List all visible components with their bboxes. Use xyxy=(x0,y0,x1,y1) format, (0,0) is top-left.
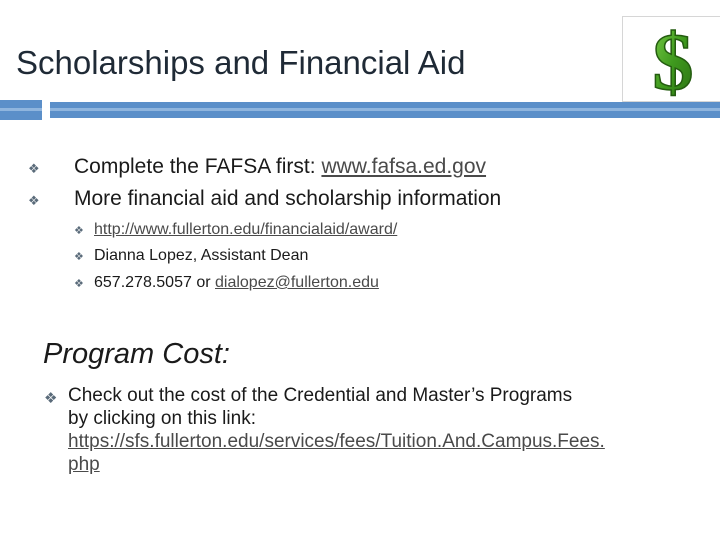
tuition-fees-link-continued[interactable]: php xyxy=(68,454,100,475)
svg-text:$: $ xyxy=(652,17,694,101)
bullet-diamond-icon: ❖ xyxy=(74,278,84,290)
title-rule xyxy=(50,102,720,118)
dollar-sign-icon xyxy=(623,17,720,101)
contact-email-link[interactable]: dialopez@fullerton.edu xyxy=(215,274,379,291)
bullet-fafsa-label: Complete the FAFSA first: xyxy=(74,155,322,178)
slide-title: Scholarships and Financial Aid xyxy=(16,44,466,81)
bullet-diamond-icon: ❖ xyxy=(74,251,84,263)
tuition-fees-link[interactable]: https://sfs.fullerton.edu/services/fees/Tuition.And.Campus.Fees. xyxy=(68,431,605,452)
dollar-logo xyxy=(622,16,720,102)
bullet-diamond-icon: ❖ xyxy=(28,161,40,176)
program-cost-heading: Program Cost: xyxy=(43,338,230,370)
program-cost-text-line-2: by clicking on this link: xyxy=(68,408,256,429)
contact-phone: 657.278.5057 or xyxy=(94,274,215,291)
program-cost-text-line-1: Check out the cost of the Credential and Master’s Programs xyxy=(68,385,573,406)
financial-aid-award-link[interactable]: http://www.fullerton.edu/financialaid/award/ xyxy=(94,221,398,238)
fafsa-link[interactable]: www.fafsa.ed.gov xyxy=(321,155,487,178)
bullet-diamond-icon: ❖ xyxy=(74,225,84,237)
contact-name: Dianna Lopez, Assistant Dean xyxy=(94,247,309,264)
bullet-more-info-label: More financial aid and scholarship information xyxy=(74,187,502,210)
bullet-diamond-icon: ❖ xyxy=(44,390,58,407)
title-rule-accent xyxy=(0,100,42,120)
bullet-diamond-icon: ❖ xyxy=(28,193,40,208)
